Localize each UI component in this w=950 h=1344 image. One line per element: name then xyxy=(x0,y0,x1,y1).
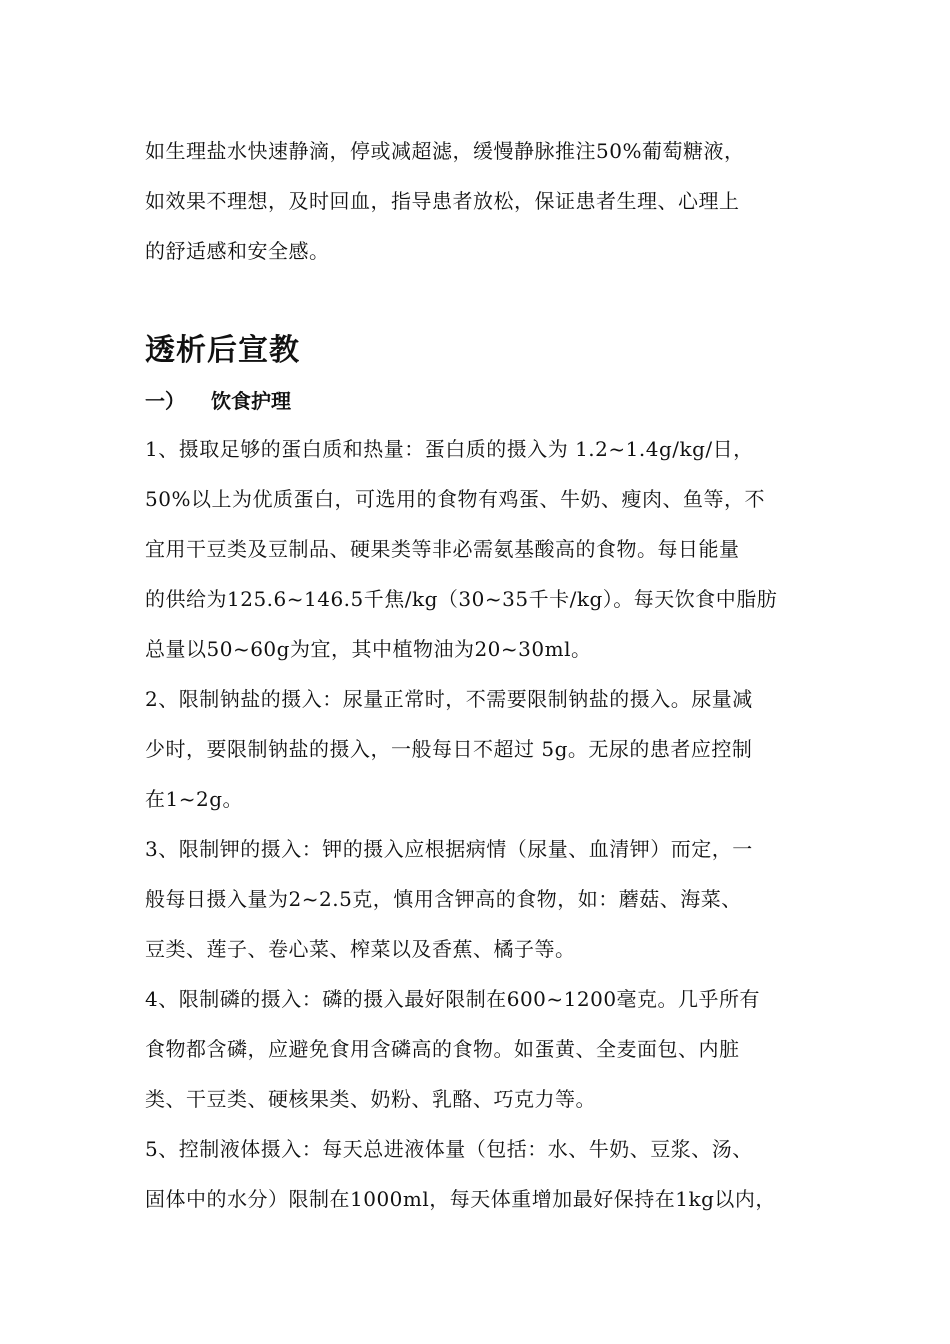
body-line: 食物都含磷，应避免食用含磷高的食物。如蛋黄、全麦面包、内脏 xyxy=(145,1037,740,1061)
subsection-number: 一） xyxy=(145,389,185,413)
body-line: 在1~2g。 xyxy=(145,787,244,811)
body-line: 50%以上为优质蛋白，可选用的食物有鸡蛋、牛奶、瘦肉、鱼等，不 xyxy=(145,487,765,511)
subsection-heading xyxy=(145,388,291,414)
body-line: 少时，要限制钠盐的摄入，一般每日不超过 5g。无尿的患者应控制 xyxy=(145,737,753,761)
body-line: 4、限制磷的摄入：磷的摄入最好限制在600~1200毫克。几乎所有 xyxy=(145,987,761,1011)
subsection-title: 饮食护理 xyxy=(211,389,291,413)
intro-line: 如效果不理想，及时回血，指导患者放松，保证患者生理、心理上 xyxy=(145,189,740,213)
body-line: 2、限制钠盐的摄入：尿量正常时，不需要限制钠盐的摄入。尿量减 xyxy=(145,687,753,711)
body-line: 总量以50~60g为宜，其中植物油为20~30ml。 xyxy=(145,637,592,661)
body-line: 类、干豆类、硬核果类、奶粉、乳酪、巧克力等。 xyxy=(145,1087,596,1111)
body-line: 1、摄取足够的蛋白质和热量：蛋白质的摄入为 1.2~1.4g/kg/日， xyxy=(145,437,754,461)
body-line: 般每日摄入量为2~2.5克，慎用含钾高的食物，如：蘑菇、海菜、 xyxy=(145,887,742,911)
body-line: 3、限制钾的摄入：钾的摄入应根据病情（尿量、血清钾）而定，一 xyxy=(145,837,753,861)
section-title: 透析后宣教 xyxy=(145,333,300,368)
intro-line: 的舒适感和安全感。 xyxy=(145,239,330,263)
body-line: 固体中的水分）限制在1000ml，每天体重增加最好保持在1kg以内， xyxy=(145,1187,776,1211)
body-line: 的供给为125.6~146.5千焦/kg（30~35千卡/kg）。每天饮食中脂肪 xyxy=(145,587,778,611)
body-line: 宜用干豆类及豆制品、硬果类等非必需氨基酸高的食物。每日能量 xyxy=(145,537,740,561)
intro-line: 如生理盐水快速静滴，停或减超滤，缓慢静脉推注50%葡萄糖液， xyxy=(145,139,745,163)
body-line: 豆类、莲子、卷心菜、榨菜以及香蕉、橘子等。 xyxy=(145,937,576,961)
body-line: 5、控制液体摄入：每天总进液体量（包括：水、牛奶、豆浆、汤、 xyxy=(145,1137,753,1161)
